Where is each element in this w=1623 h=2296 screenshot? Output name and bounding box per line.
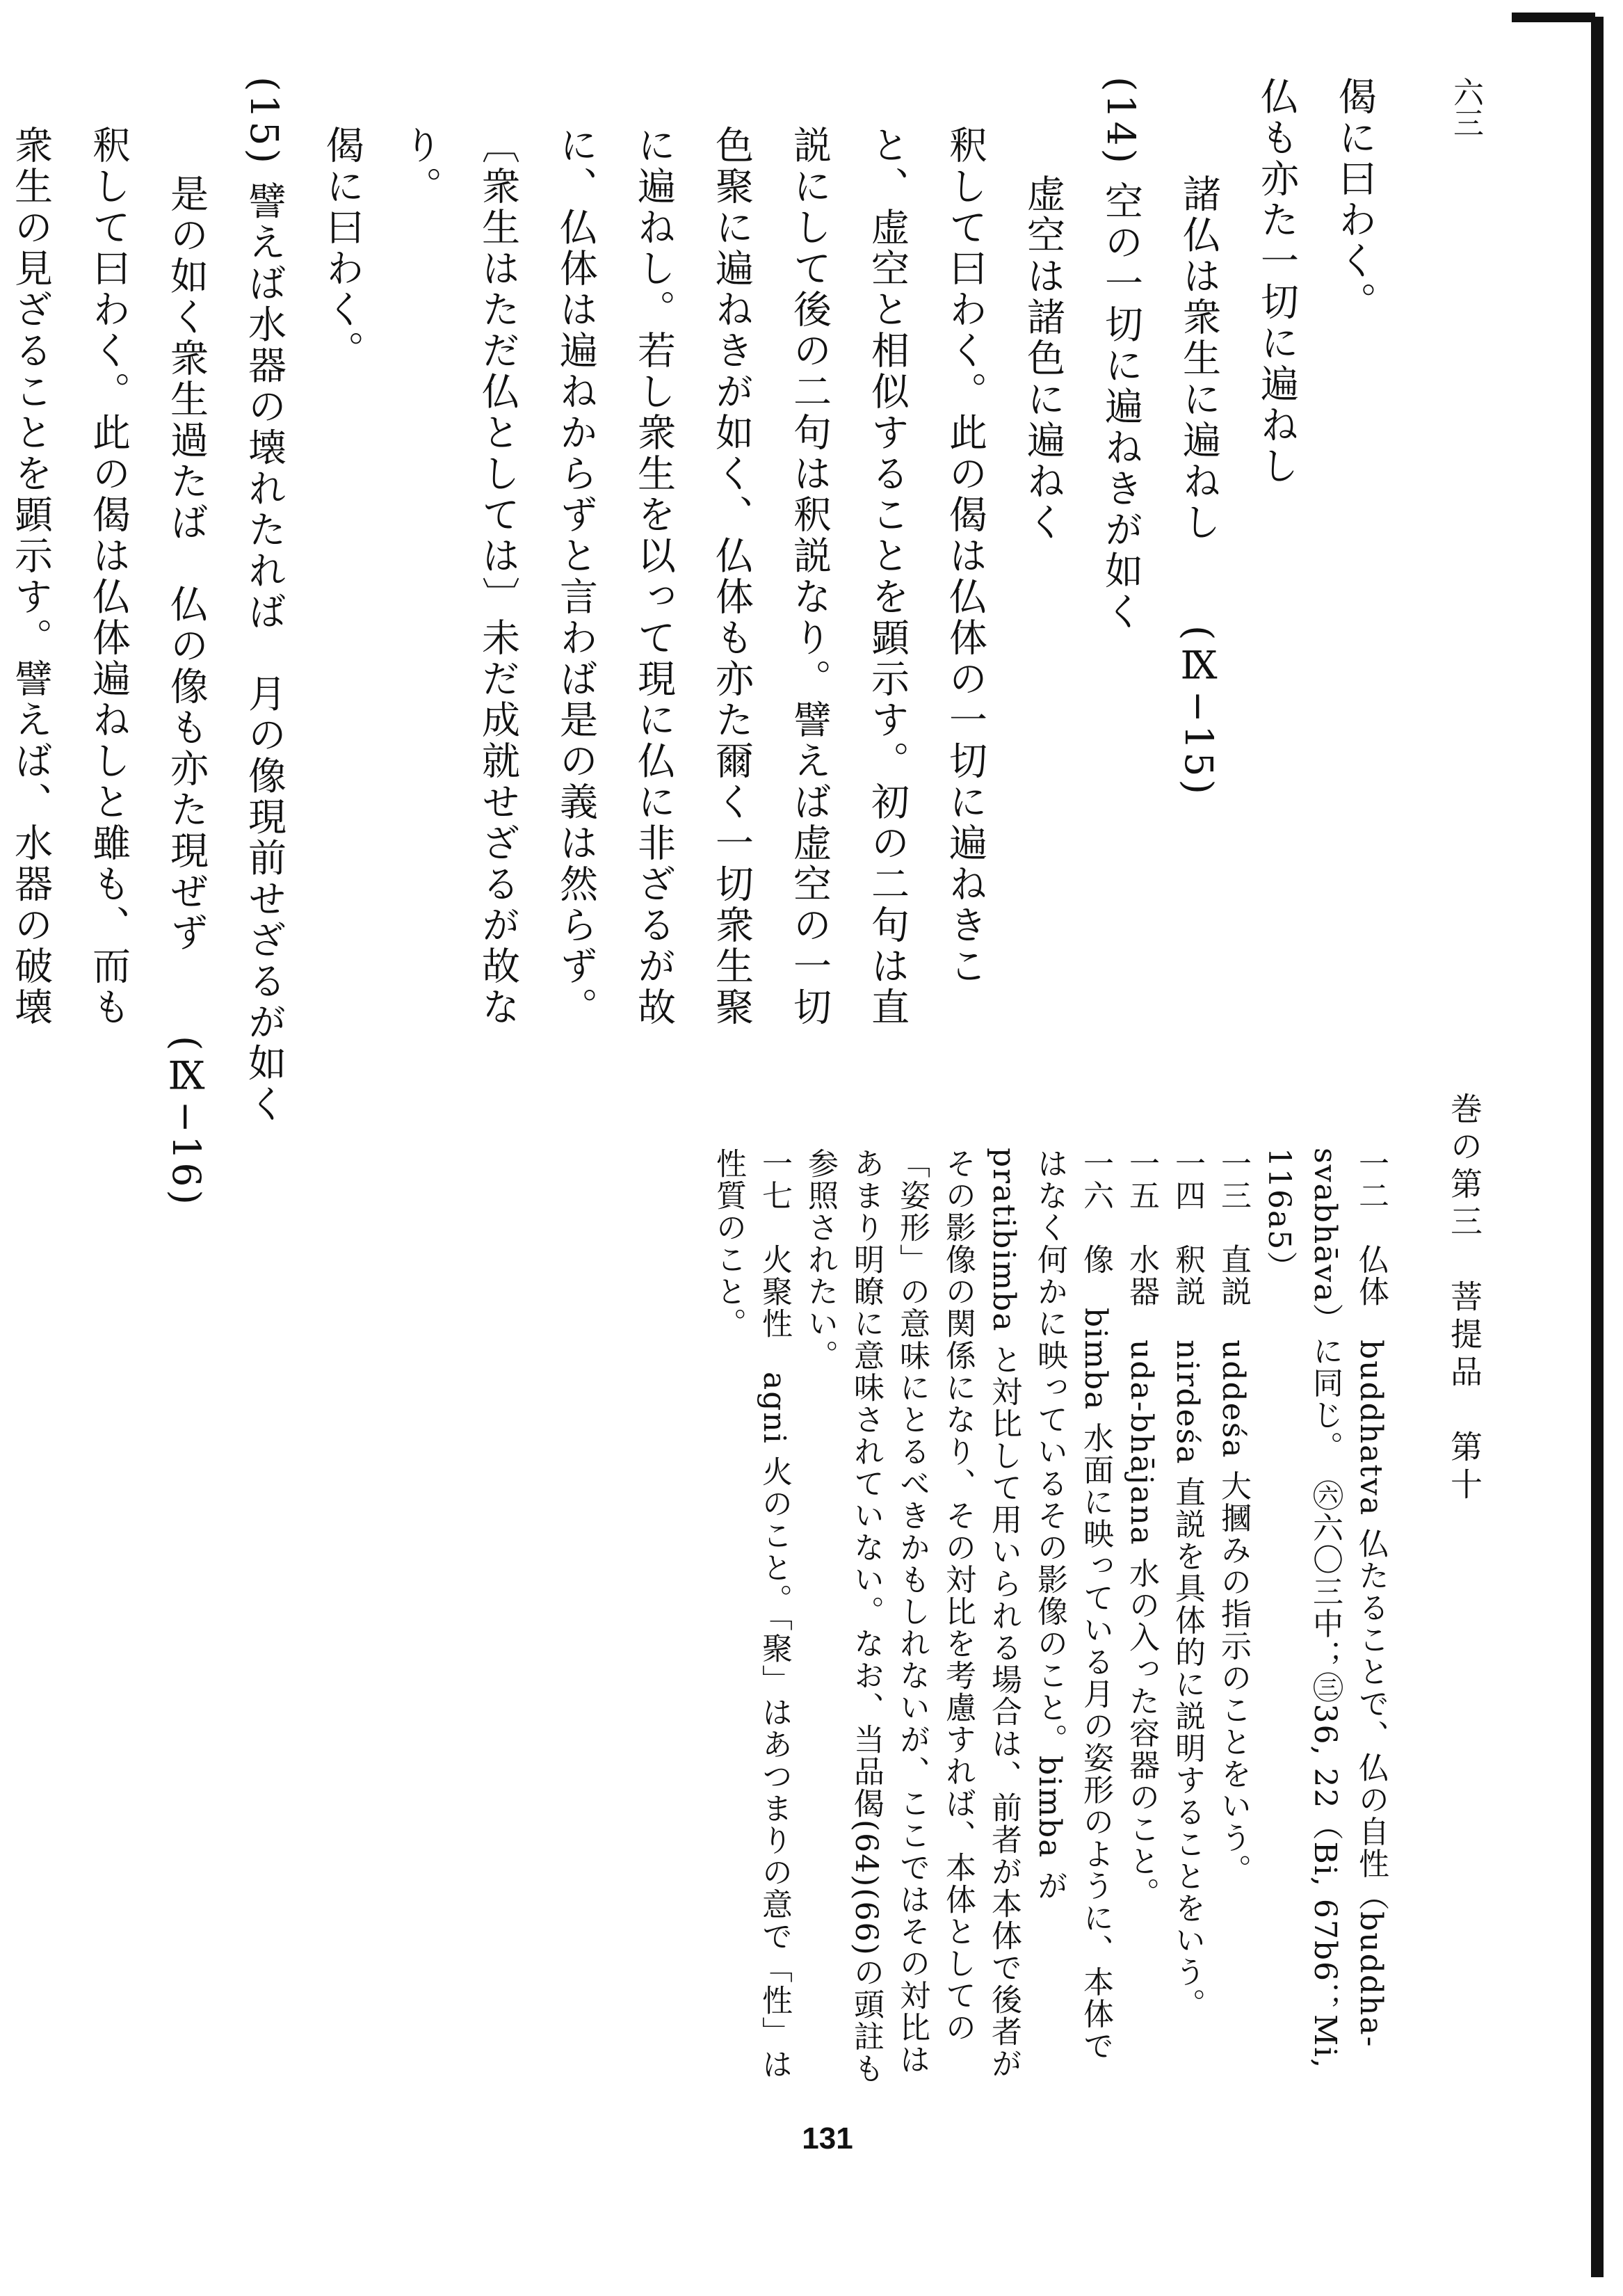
main-line: 釈して曰わく。此の偈は仏体遍ねしと雖も、而も衆生の見ざることを顕示す。譬えば、水器の破壊: [8, 125, 131, 1028]
main-line: 虚空は諸色に遍ねく: [1021, 174, 1065, 543]
main-line: (15) 譬えば水器の壊れたれば 月の像現前せざるが如く: [242, 77, 286, 1125]
page-edge: [1591, 17, 1604, 2277]
footnote: 一七 火聚性 agni 火のこと。「聚」はあつまりの意で「性」は性質のこと。: [711, 1148, 792, 2080]
main-line: 是の如く衆生過たば 仏の像も亦た現ぜず (Ⅸ−16): [164, 174, 209, 1207]
footnotes: [170, 1148, 1394, 2087]
page-edge-cap: [1512, 13, 1595, 22]
page-kanji-number: 六三: [1448, 77, 1483, 138]
main-text: [8, 77, 1394, 1207]
footnote: 一五 水器 uda-bhājana 水の入った容器のこと。: [1124, 1148, 1159, 1909]
footnote: 一二 仏体 buddhatva 仏たることで、仏の自性（buddha-svabhāva）に同じ。 ㊅六〇三中；㊂36, 22（Bi, 67b6；Mi, 116a5）: [1261, 1148, 1389, 2070]
footnote: 一三 直説 uddeśa 大摑みの指示のことをいう。: [1216, 1148, 1251, 1886]
page-number: 131: [802, 2121, 853, 2155]
main-line: 仏も亦た一切に遍ねし: [1254, 77, 1299, 487]
main-line: 釈して曰わく。此の偈は仏体の一切に遍ねきこと、虚空と相似することを顕示す。初の二句は直説にして後の二句は釈説なり。譬えば虚空の一切色聚に遍ねきが如く、仏体も亦た爾く一切衆生聚に遍ねし。若し衆生を以って現に仏に非ざるが故に、仏体は遍ねからずと言わば是の義は然らず。〔衆生はただ仏としては〕未だ成就せざるが故なり。: [398, 125, 987, 1028]
footnote: 一六 像 bimba 水面に映っている月の姿形のように、本体ではなく何かに映っているその影像のこと。bimba が pratibimba と対比して用いられる場合は、前者が本体で後者がその影像の関係になり、その対比を考慮すれば、本体としての「姿形」の意味にとるべきかもしれないが、ここではその対比はあまり明瞭に意味されていない。なお、当品偈(64)(66)の頭註も参照されたい。: [802, 1148, 1113, 2085]
main-line: (14) 空の一切に遍ねきが如く: [1099, 77, 1143, 633]
main-line: 偈に曰わく。: [1332, 77, 1377, 323]
main-line: 偈に曰わく。: [320, 125, 364, 371]
footnote: 一四 釈説 nirdeśa 直説を具体的に説明することをいう。: [1170, 1148, 1205, 2021]
running-header: 巻の第三 菩提品 第十: [1446, 1092, 1483, 1505]
main-line: 諸仏は衆生に遍ねし (Ⅸ−15): [1177, 174, 1221, 797]
